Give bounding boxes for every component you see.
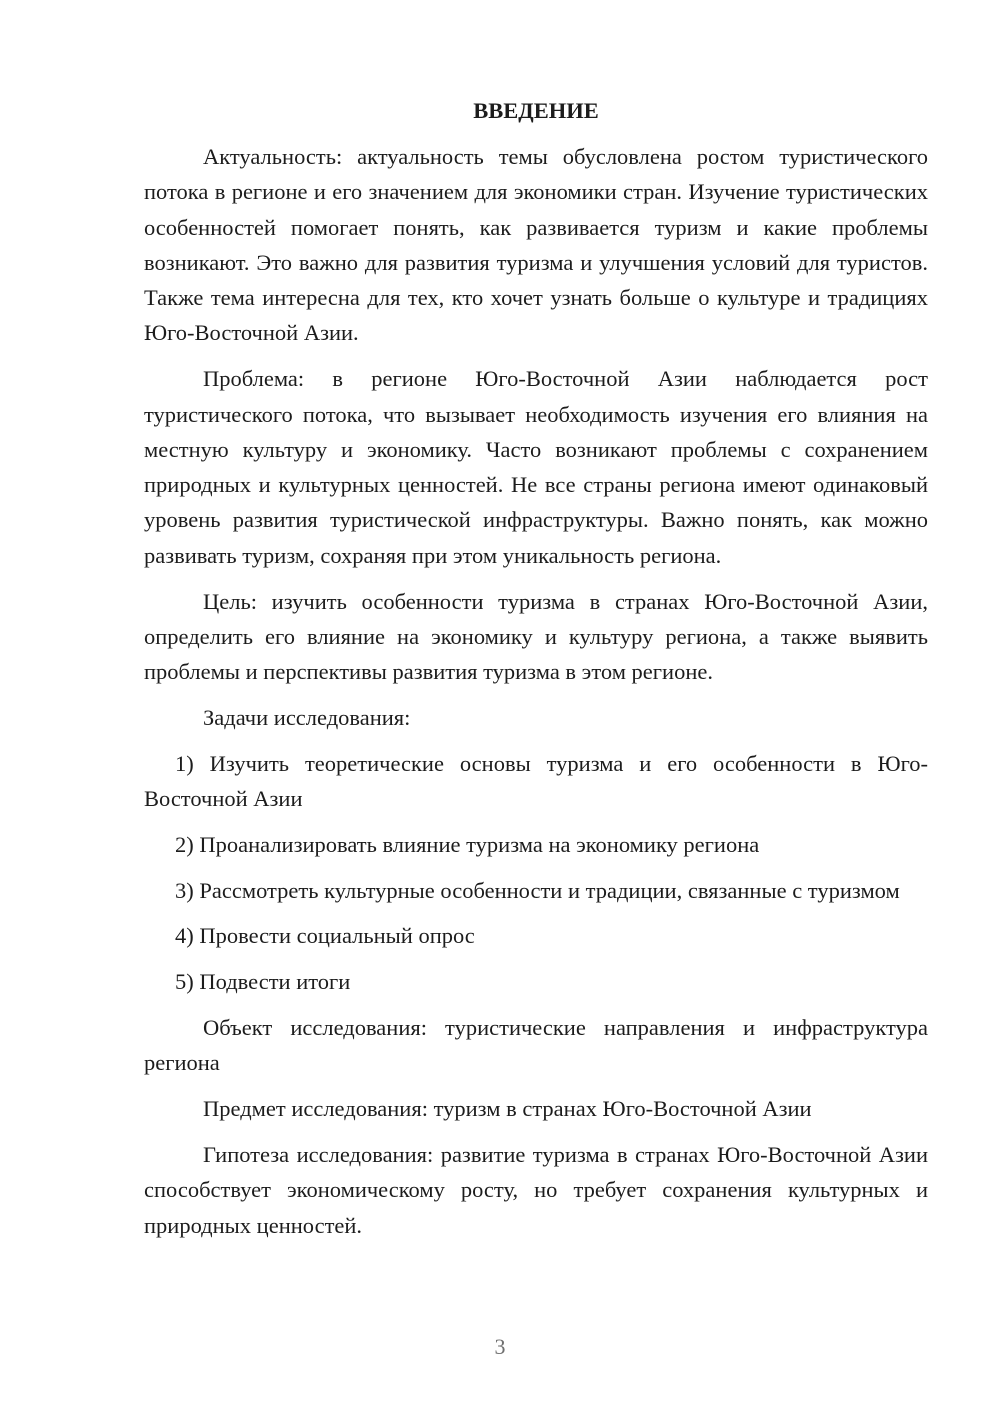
section-heading: ВВЕДЕНИЕ [473, 98, 599, 123]
task-item: 2) Проанализировать влияние туризма на экономику региона [175, 831, 760, 857]
research-subject-paragraph: Предмет исследования: туризм в странах Юго-Восточной Азии [203, 1096, 812, 1122]
page-number: 3 [494, 1334, 506, 1359]
hypothesis-paragraph: Гипотеза исследования: развитие туризма в странах Юго-Восточной Азии способствует экономическому росту, но требует сохранения культурных и природных ценностей. [144, 1141, 928, 1238]
goal-paragraph: Цель: изучить особенности туризма в странах Юго-Восточной Азии, определить его влияние на экономику и культуру региона, а также выявить проблемы и перспективы развития туризма в этом регионе. [144, 588, 928, 685]
tasks-heading: Задачи исследования: [203, 704, 411, 730]
relevance-paragraph: Актуальность: актуальность темы обусловлена ростом туристического потока в регионе и его значением для экономики стран. Изучение туристических особенностей помогает понять, как развивается туризм и какие проблемы возникают. Это важно для развития туризма и улучшения условий для туристов. Также тема интересна для тех, кто хочет узнать больше о культуре и традициях Юго-Восточной Азии. [144, 144, 928, 346]
page-content [144, 96, 928, 1243]
problem-paragraph: Проблема: в регионе Юго-Восточной Азии наблюдается рост туристического потока, что вызывает необходимость изучения его влияния на местную культуру и экономику. Часто возникают проблемы с сохранением природных и культурных ценностей. Не все страны региона имеют одинаковый уровень развития туристической инфраструктуры. Важно понять, как можно развивать туризм, сохраняя при этом уникальность региона. [144, 366, 928, 568]
research-object-paragraph: Объект исследования: туристические направления и инфраструктура региона [144, 1015, 928, 1076]
task-item: 3) Рассмотреть культурные особенности и традиции, связанные с туризмом [175, 877, 900, 903]
task-item: 4) Провести социальный опрос [175, 923, 475, 949]
task-item: 5) Подвести итоги [175, 969, 351, 995]
task-item: 1) Изучить теоретические основы туризма и его особенности в Юго-Восточной Азии [144, 750, 928, 812]
